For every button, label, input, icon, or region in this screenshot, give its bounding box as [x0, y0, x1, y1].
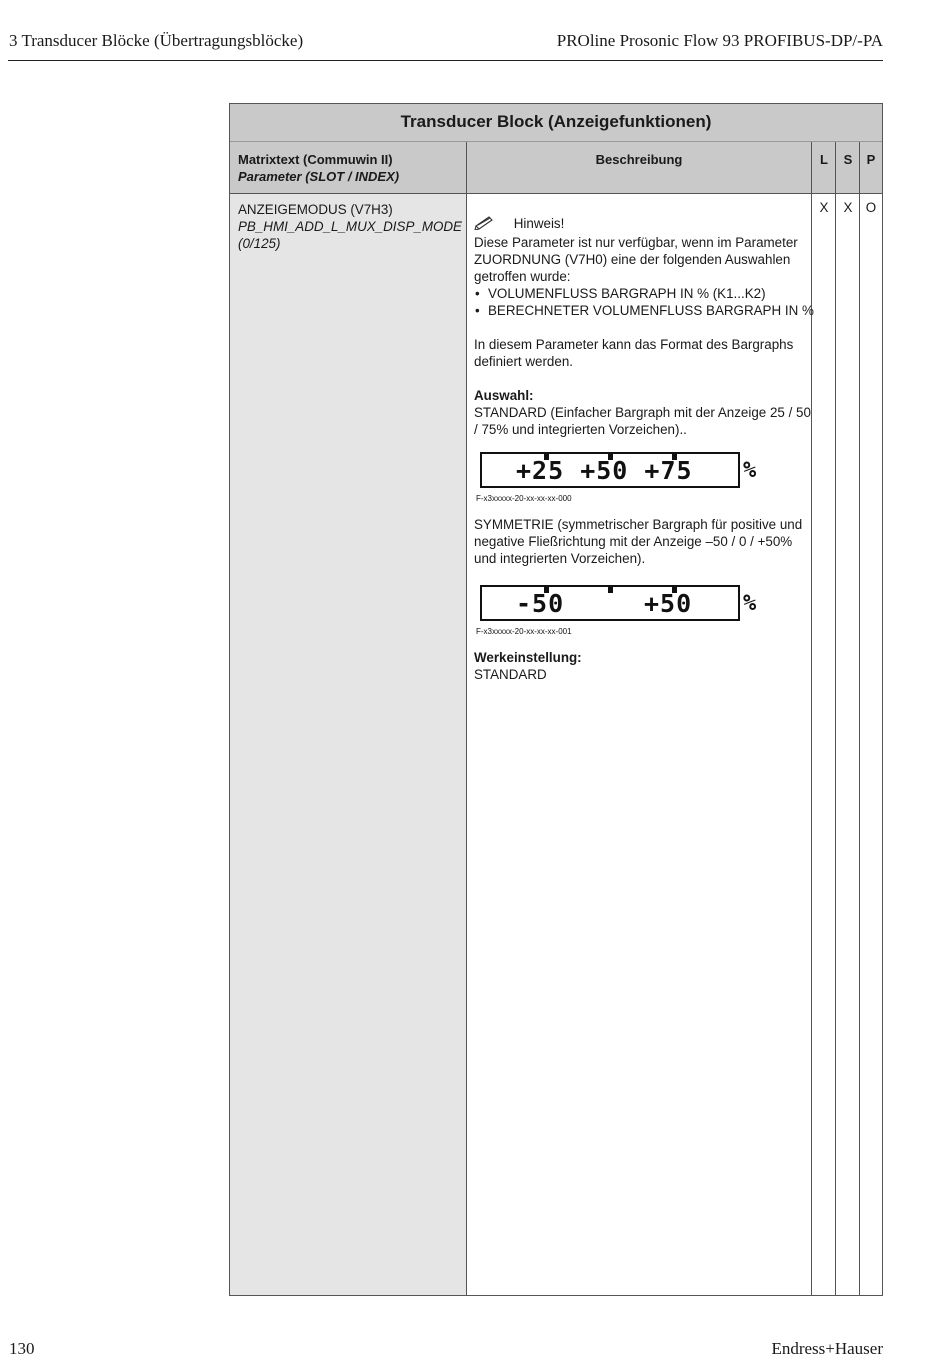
standard-option-text: STANDARD (Einfacher Bargraph mit der Anzeige 25 / 50 / 75% und integrierten Vorzeichen).. — [474, 405, 811, 437]
note-text: Diese Parameter ist nur verfügbar, wenn im Parameter ZUORDNUNG (V7H0) eine der folgenden Auswahlen getroffen wurde: — [474, 235, 798, 284]
parameter-table — [229, 103, 883, 1296]
column-divider-p — [859, 142, 860, 1295]
note-label: Hinweis! — [513, 215, 565, 231]
figure-id-symmetrie: F-x3xxxxx-20-xx-xx-xx-001 — [476, 627, 572, 636]
bullet-volumenfluss: • VOLUMENFLUSS BARGRAPH IN % (K1...K2) — [474, 285, 814, 302]
symmetrie-option-text: SYMMETRIE (symmetrischer Bargraph für positive und negative Fließrichtung mit der Anzeige –50 / 0 / +50% und integrierten Vorzeichen). — [474, 517, 803, 566]
lcd-symmetrie-figure — [474, 581, 774, 639]
auswahl-label: Auswahl: — [474, 388, 534, 403]
matrix-text: ANZEIGEMODUS (V7H3) — [238, 202, 393, 217]
column-divider-desc — [466, 142, 467, 1295]
werkeinstellung-value: STANDARD — [474, 667, 547, 682]
header-desc: Beschreibung — [595, 152, 683, 167]
header-matrix-cell — [230, 142, 466, 194]
header-matrix-line1: Matrixtext (Commuwin II) — [238, 152, 393, 167]
lcd-standard-text: +25 +50 +75 — [516, 456, 693, 485]
figure-id-standard: F-x3xxxxx-20-xx-xx-xx-000 — [476, 494, 572, 503]
header-matrix-line2: Parameter (SLOT / INDEX) — [238, 169, 400, 184]
lcd-symmetrie-percent: % — [743, 591, 757, 616]
running-header-product: PROline Prosonic Flow 93 PROFIBUS-DP/-PA — [556, 31, 883, 50]
access-p-value: O — [865, 200, 877, 215]
lcd-symmetrie-right: +50 — [644, 589, 693, 618]
slot-index: (0/125) — [238, 236, 281, 251]
bullet-berechneter: • BERECHNETER VOLUMENFLUSS BARGRAPH IN % — [474, 302, 814, 319]
lcd-standard-percent: % — [743, 458, 757, 483]
note-icon — [474, 214, 496, 234]
page-number: 130 — [9, 1339, 35, 1358]
header-divider — [8, 60, 883, 61]
parameter-name: PB_HMI_ADD_L_MUX_DISP_MODE — [238, 219, 462, 234]
lcd-display-standard — [480, 452, 740, 488]
running-header-chapter: 3 Transducer Blöcke (Übertragungsblöcke) — [9, 31, 304, 50]
lcd-tick — [608, 587, 613, 593]
description-content — [474, 214, 814, 683]
column-divider-s — [835, 142, 836, 1295]
header-l-cell — [812, 142, 836, 194]
header-desc-cell — [466, 142, 812, 194]
header-s: S — [843, 152, 853, 167]
werkeinstellung-label: Werkeinstellung: — [474, 650, 582, 665]
lcd-standard-figure — [474, 448, 774, 506]
header-s-cell — [836, 142, 860, 194]
header-p: P — [866, 152, 876, 167]
lcd-symmetrie-left: -50 — [516, 589, 565, 618]
table-title: Transducer Block (Anzeigefunktionen) — [230, 104, 882, 142]
header-l: L — [820, 152, 828, 167]
brand-name: Endress+Hauser — [771, 1339, 883, 1358]
access-l-value: X — [819, 200, 829, 215]
format-paragraph: In diesem Parameter kann das Format des Bargraphs definiert werden. — [474, 337, 794, 369]
header-p-cell — [860, 142, 882, 194]
matrix-cell — [230, 194, 466, 1295]
access-s-value: X — [843, 200, 853, 215]
lcd-display-symmetrie — [480, 585, 740, 621]
